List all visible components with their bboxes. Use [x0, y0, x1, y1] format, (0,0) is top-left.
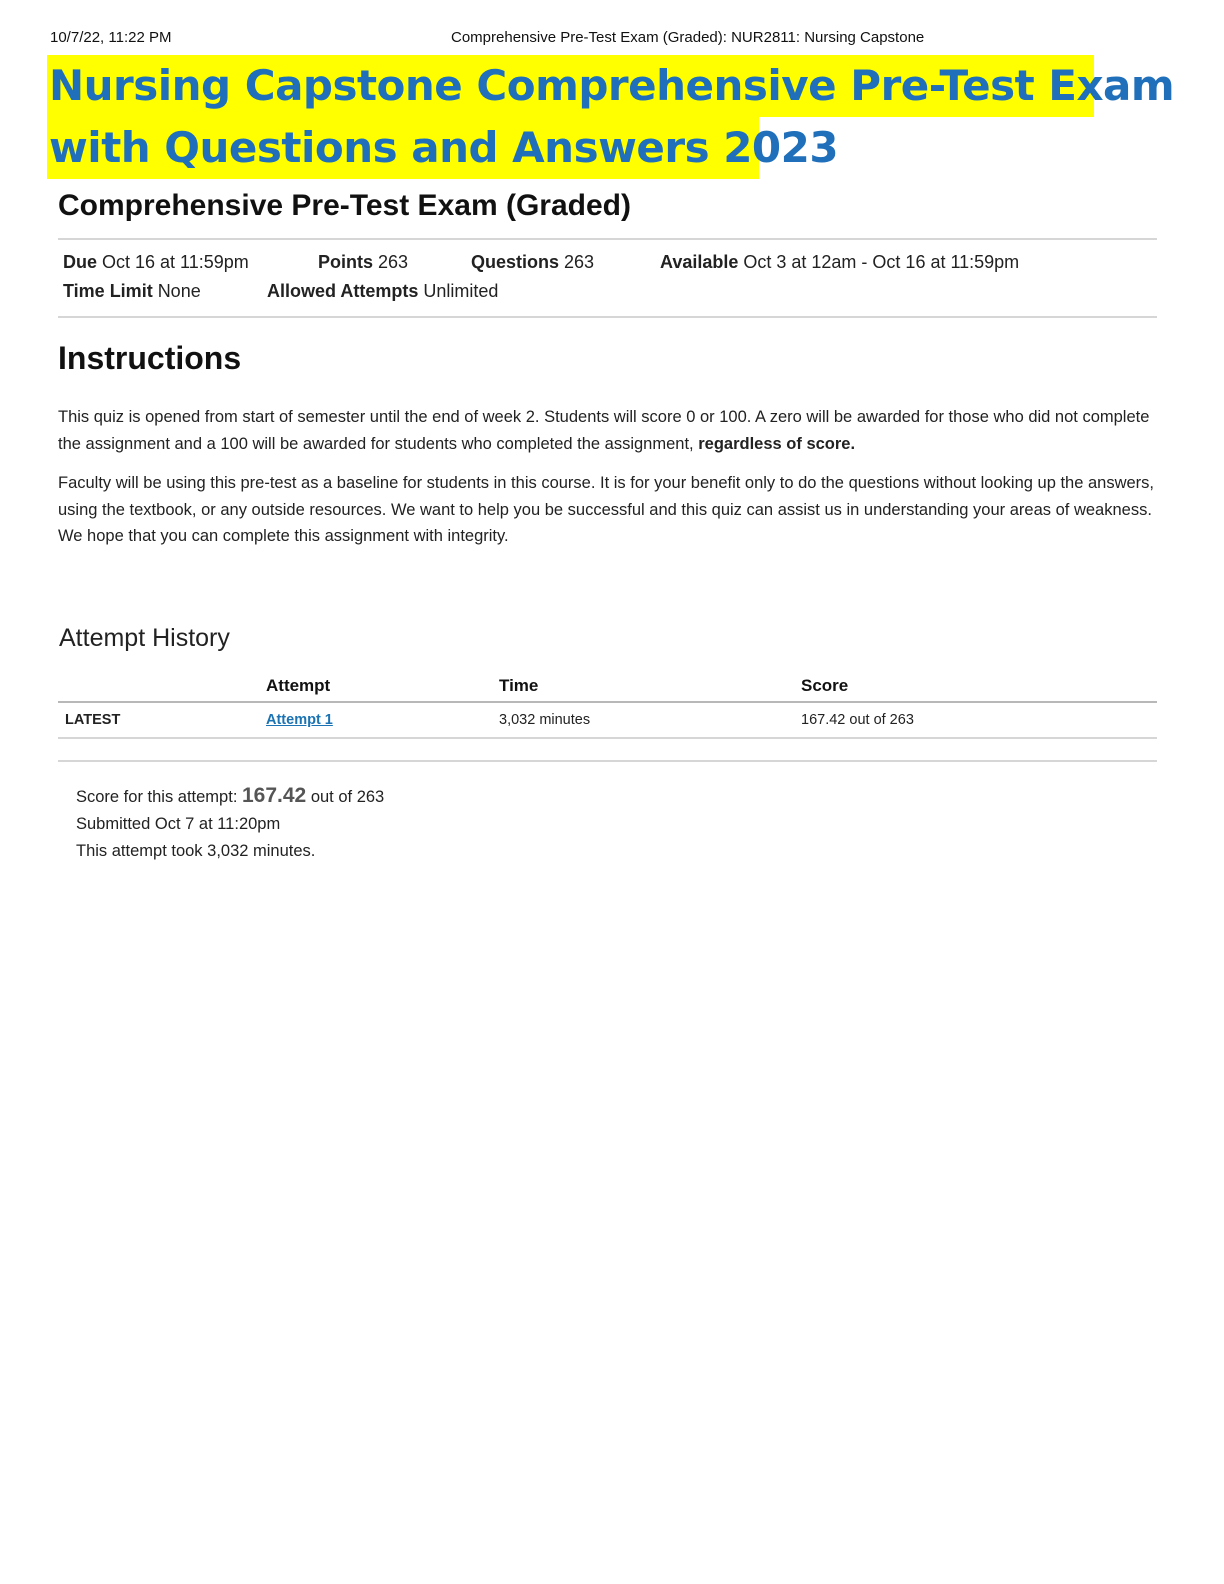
column-header-attempt: Attempt	[266, 676, 331, 695]
attempt-score-summary: Score for this attempt: 167.42 out of 263	[76, 784, 385, 807]
table-row-rule	[58, 737, 1157, 739]
attempt-history-heading: Attempt History	[59, 624, 230, 652]
title-banner	[47, 55, 1175, 179]
attempt-1-link[interactable]: Attempt 1	[266, 712, 333, 728]
score-value: 167.42	[242, 784, 307, 807]
quiz-title: Comprehensive Pre-Test Exam (Graded)	[58, 189, 631, 222]
print-page-title: Comprehensive Pre-Test Exam (Graded): NUR2811: Nursing Capstone	[451, 29, 925, 46]
latest-badge: LATEST	[65, 712, 121, 728]
column-header-score: Score	[801, 676, 849, 695]
instructions-paragraph-2: Faculty will be using this pre-test as a baseline for students in this course. It is for your benefit only to do the questions without looking up the answers, using the textbook, or any outside resources. We want to help you be successful and this quiz can assist us in understanding your areas of weakness. We hope that you can complete this assignment with integrity.	[58, 474, 1155, 545]
attempt-duration: This attempt took 3,032 minutes.	[76, 842, 316, 860]
attempt-time: 3,032 minutes	[499, 712, 591, 728]
divider	[58, 238, 1157, 240]
table-header-rule	[58, 701, 1157, 703]
instructions-heading: Instructions	[58, 340, 242, 376]
column-header-time: Time	[499, 676, 539, 695]
meta-due: Due Oct 16 at 11:59pm	[63, 252, 249, 272]
meta-available: Available Oct 3 at 12am - Oct 16 at 11:59pm	[660, 252, 1020, 272]
banner-line-2: with Questions and Answers 2023	[47, 117, 759, 179]
instructions-paragraph-1: This quiz is opened from start of semester until the end of week 2. Students will score 0 or 100. A zero will be awarded for those who did not complete the assignment and a 100 will be awarded for students who completed the assignment, regardless of score.	[58, 408, 1150, 453]
attempt-score: 167.42 out of 263	[801, 712, 914, 728]
attempt-link-cell	[266, 712, 333, 728]
print-header	[50, 29, 1174, 49]
divider	[58, 316, 1157, 318]
print-date: 10/7/22, 11:22 PM	[50, 29, 172, 46]
meta-points: Points 263	[318, 252, 409, 272]
meta-time-limit: Time Limit None	[63, 281, 201, 301]
banner-line-1: Nursing Capstone Comprehensive Pre-Test Exam	[47, 55, 1094, 117]
divider	[58, 760, 1157, 762]
meta-questions: Questions 263	[471, 252, 595, 272]
meta-allowed-attempts: Allowed Attempts Unlimited	[267, 281, 499, 301]
submitted-time: Submitted Oct 7 at 11:20pm	[76, 815, 281, 833]
